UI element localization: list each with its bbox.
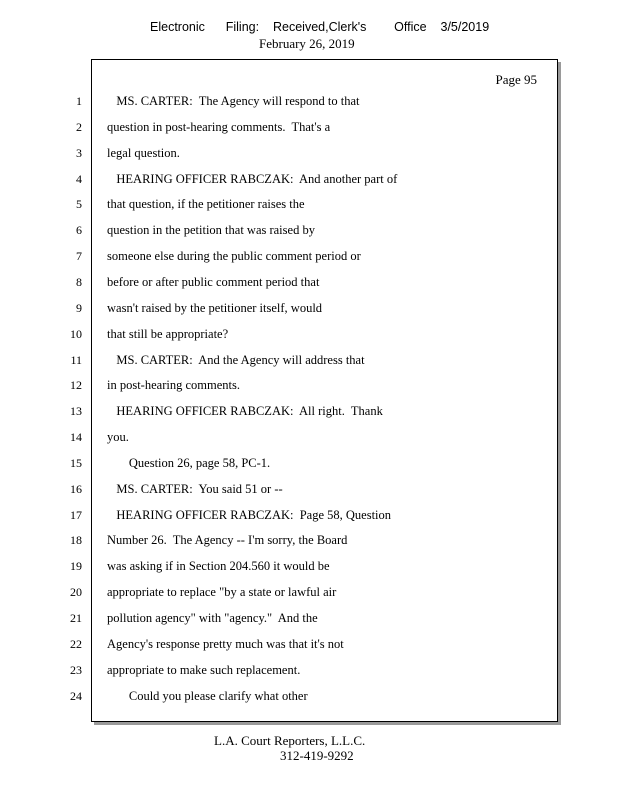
line-number: 24 bbox=[70, 689, 82, 703]
line-text: was asking if in Section 204.560 it would be bbox=[107, 559, 330, 573]
line-text: question in post-hearing comments. That's a bbox=[107, 120, 331, 134]
line-number: 4 bbox=[76, 172, 82, 186]
line-text: MS. CARTER: You said 51 or -- bbox=[107, 482, 283, 496]
line-text: pollution agency" with "agency." And the bbox=[107, 611, 318, 625]
footer-company: L.A. Court Reporters, L.L.C. bbox=[214, 733, 366, 748]
line-text: that still be appropriate? bbox=[107, 327, 229, 341]
line-number: 11 bbox=[70, 353, 82, 367]
line-text: Could you please clarify what other bbox=[107, 689, 308, 703]
line-number: 8 bbox=[76, 275, 82, 289]
line-number: 5 bbox=[76, 197, 82, 211]
line-number: 17 bbox=[70, 508, 82, 522]
filing-stamp bbox=[150, 20, 489, 34]
stamp-office: Office bbox=[394, 20, 427, 34]
line-number: 12 bbox=[70, 378, 82, 392]
line-text: wasn't raised by the petitioner itself, would bbox=[107, 301, 323, 315]
line-text: in post-hearing comments. bbox=[107, 378, 240, 392]
line-number: 13 bbox=[70, 404, 82, 418]
line-text: before or after public comment period that bbox=[107, 275, 320, 289]
line-number: 19 bbox=[70, 559, 82, 573]
line-text: HEARING OFFICER RABCZAK: All right. Thank bbox=[107, 404, 383, 418]
line-text: legal question. bbox=[107, 146, 180, 160]
line-number: 14 bbox=[70, 430, 82, 444]
line-text: Question 26, page 58, PC-1. bbox=[107, 456, 271, 470]
line-number: 1 bbox=[76, 94, 82, 108]
line-text: Number 26. The Agency -- I'm sorry, the Board bbox=[107, 533, 348, 547]
stamp-filing: Filing: bbox=[225, 20, 260, 34]
line-number: 10 bbox=[70, 327, 82, 341]
line-number: 20 bbox=[70, 585, 82, 599]
line-text: MS. CARTER: And the Agency will address that bbox=[107, 353, 365, 367]
line-number: 3 bbox=[76, 146, 82, 160]
line-number: 9 bbox=[76, 301, 82, 315]
line-text: HEARING OFFICER RABCZAK: And another part of bbox=[107, 172, 398, 186]
line-number: 23 bbox=[70, 663, 82, 677]
line-text: Agency's response pretty much was that it's not bbox=[107, 637, 344, 651]
line-text: question in the petition that was raised by bbox=[107, 223, 315, 237]
stamp-received: Received,Clerk's bbox=[272, 20, 367, 34]
stamp-date: 3/5/2019 bbox=[440, 20, 490, 34]
line-number: 22 bbox=[70, 637, 82, 651]
line-number: 15 bbox=[70, 456, 82, 470]
line-text: appropriate to make such replacement. bbox=[107, 663, 301, 677]
line-text: MS. CARTER: The Agency will respond to that bbox=[107, 94, 360, 108]
page-number: Page 95 bbox=[495, 72, 537, 87]
line-number: 2 bbox=[76, 120, 82, 134]
line-text: HEARING OFFICER RABCZAK: Page 58, Question bbox=[107, 508, 392, 522]
line-text: that question, if the petitioner raises the bbox=[107, 197, 305, 211]
line-text: someone else during the public comment period or bbox=[107, 249, 361, 263]
line-number: 6 bbox=[76, 223, 82, 237]
line-text: appropriate to replace "by a state or lawful air bbox=[107, 585, 337, 599]
line-text: you. bbox=[107, 430, 129, 444]
stamp-electronic: Electronic bbox=[150, 20, 205, 34]
footer-phone: 312-419-9292 bbox=[280, 748, 354, 763]
line-number: 18 bbox=[70, 533, 82, 547]
line-number: 16 bbox=[70, 482, 82, 496]
filing-date: February 26, 2019 bbox=[259, 36, 355, 51]
line-number: 7 bbox=[76, 249, 82, 263]
line-number: 21 bbox=[70, 611, 82, 625]
